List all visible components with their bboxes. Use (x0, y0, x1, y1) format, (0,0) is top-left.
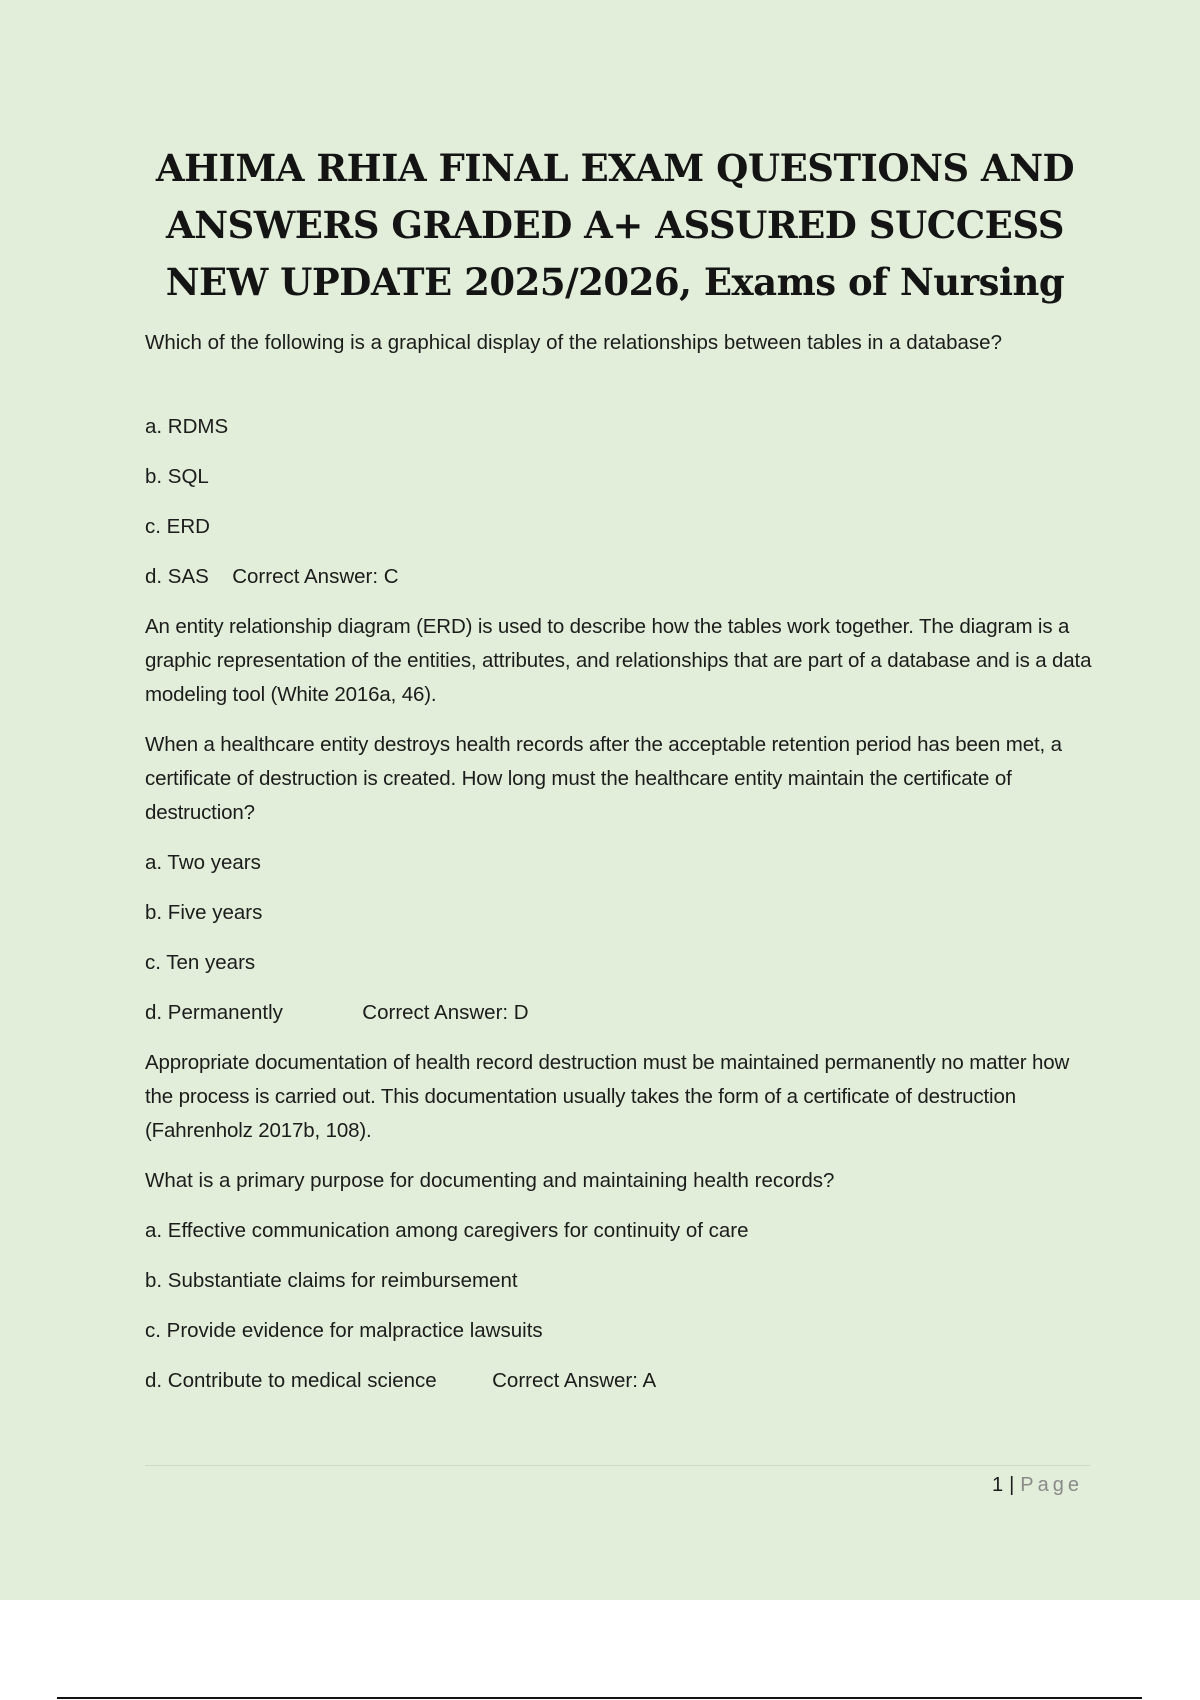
page-number (992, 1470, 1083, 1500)
q1-option-d: d. SAS (145, 565, 209, 588)
document-body (145, 326, 1095, 1398)
q2-option-d-row (145, 996, 1095, 1030)
q3-option-d: d. Contribute to medical science (145, 1369, 437, 1392)
page-number-value: 1 (991, 1474, 1004, 1496)
q3-option-b: b. Substantiate claims for reimbursement (145, 1269, 518, 1292)
q1-option-a: a. RDMS (145, 415, 229, 438)
q2-option-b: b. Five years (145, 901, 263, 924)
document-title: AHIMA RHIA FINAL EXAM QUESTIONS AND ANSWERS GRADED A+ ASSURED SUCCESS NEW UPDATE 2025/2026, Exams of Nursing (155, 146, 1075, 304)
page-label: Page (1020, 1474, 1083, 1496)
q1-option-c: c. ERD (145, 515, 210, 538)
q3-question: What is a primary purpose for documenting and maintaining health records? (145, 1169, 835, 1192)
q2-explanation: Appropriate documentation of health record destruction must be maintained permanently no matter how the process is carried out. This documentation usually takes the form of a certificate of destruction (Fahrenholz 2017b, 108). (145, 1051, 1070, 1142)
q2-question: When a healthcare entity destroys health records after the acceptable retention period has been met, a certificate of destruction is created. How long must the healthcare entity maintain the certificate of destruction? (145, 733, 1062, 824)
q1-correct-answer: Correct Answer: C (232, 565, 399, 588)
q2-option-d: d. Permanently (145, 1001, 283, 1024)
footer-divider (145, 1465, 1090, 1466)
q2-option-c: c. Ten years (145, 951, 256, 974)
q1-option-b: b. SQL (145, 465, 209, 488)
bottom-divider (57, 1697, 1142, 1699)
q3-option-a: a. Effective communication among caregivers for continuity of care (145, 1219, 749, 1242)
q2-option-a: a. Two years (145, 851, 261, 874)
q3-correct-answer: Correct Answer: A (492, 1369, 657, 1392)
q3-option-d-row (145, 1364, 1095, 1398)
q2-correct-answer: Correct Answer: D (362, 1001, 529, 1024)
q1-option-d-row (145, 560, 1095, 594)
q1-question: Which of the following is a graphical display of the relationships between tables in a database? (145, 331, 1002, 354)
page-number-separator: | (1009, 1474, 1015, 1496)
q3-option-c: c. Provide evidence for malpractice lawsuits (145, 1319, 543, 1342)
q1-explanation: An entity relationship diagram (ERD) is used to describe how the tables work together. The diagram is a graphic representation of the entities, attributes, and relationships that are part of a database and is a data modeling tool (White 2016a, 46). (145, 615, 1092, 706)
